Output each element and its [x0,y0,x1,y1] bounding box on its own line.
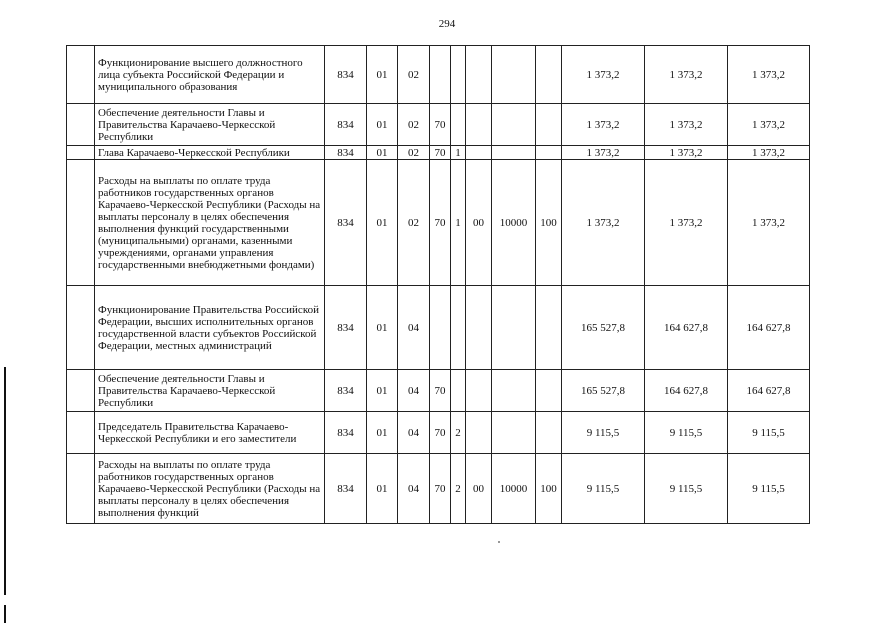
year2-cell: 9 115,5 [645,412,728,454]
year2-cell: 164 627,8 [645,286,728,370]
table-row [67,454,810,524]
scan-speck [498,541,500,543]
cs3-cell [466,370,492,412]
year1-cell: 165 527,8 [562,370,645,412]
empty-cell [67,104,95,146]
year1-cell: 1 373,2 [562,160,645,286]
cs4-cell: 10000 [492,160,536,286]
table-row [67,160,810,286]
cs1-cell: 70 [430,454,451,524]
empty-cell [67,412,95,454]
year1-cell: 165 527,8 [562,286,645,370]
grbs-cell: 834 [325,146,367,160]
cs2-cell: 2 [451,454,466,524]
empty-cell [67,46,95,104]
cs3-cell: 00 [466,160,492,286]
year3-cell: 164 627,8 [728,370,810,412]
grbs-cell: 834 [325,46,367,104]
table-row [67,146,810,160]
cs1-cell: 70 [430,146,451,160]
rz-cell: 01 [367,412,398,454]
pr-cell: 02 [398,46,430,104]
year2-cell: 1 373,2 [645,46,728,104]
cs3-cell: 00 [466,454,492,524]
grbs-cell: 834 [325,104,367,146]
table-row [67,46,810,104]
rz-cell: 01 [367,146,398,160]
scan-edge-line [4,367,6,595]
vr-cell: 100 [536,454,562,524]
page-number: 294 [438,18,456,30]
year3-cell: 9 115,5 [728,412,810,454]
pr-cell: 04 [398,412,430,454]
rz-cell: 01 [367,46,398,104]
table-row [67,104,810,146]
cs2-cell [451,370,466,412]
rz-cell: 01 [367,370,398,412]
rz-cell: 01 [367,160,398,286]
row-name: Глава Карачаево-Черкесской Республики [95,146,325,160]
row-name: Обеспечение деятельности Главы и Правительства Карачаево-Черкесской Республики [95,104,325,146]
empty-cell [67,146,95,160]
year2-cell: 1 373,2 [645,146,728,160]
year1-cell: 9 115,5 [562,412,645,454]
cs3-cell [466,146,492,160]
year2-cell: 1 373,2 [645,104,728,146]
cs2-cell: 2 [451,412,466,454]
pr-cell: 02 [398,160,430,286]
grbs-cell: 834 [325,160,367,286]
cs2-cell: 1 [451,146,466,160]
year1-cell: 1 373,2 [562,104,645,146]
row-name: Расходы на выплаты по оплате труда работников государственных органов Карачаево-Черкесской Республики (Расходы на выплаты персоналу в целях обеспечения выполнения функций [95,454,325,524]
cs3-cell [466,412,492,454]
table-row [67,412,810,454]
cs4-cell [492,412,536,454]
cs1-cell: 70 [430,104,451,146]
vr-cell [536,412,562,454]
grbs-cell: 834 [325,412,367,454]
year3-cell: 1 373,2 [728,104,810,146]
vr-cell [536,46,562,104]
cs4-cell [492,46,536,104]
pr-cell: 04 [398,370,430,412]
grbs-cell: 834 [325,454,367,524]
grbs-cell: 834 [325,286,367,370]
cs2-cell [451,286,466,370]
vr-cell [536,146,562,160]
rz-cell: 01 [367,454,398,524]
empty-cell [67,370,95,412]
year2-cell: 164 627,8 [645,370,728,412]
year1-cell: 9 115,5 [562,454,645,524]
cs4-cell: 10000 [492,454,536,524]
year1-cell: 1 373,2 [562,146,645,160]
cs4-cell [492,146,536,160]
cs2-cell: 1 [451,160,466,286]
row-name: Функционирование высшего должностного лица субъекта Российской Федерации и муниципального образования [95,46,325,104]
row-name: Функционирование Правительства Российской Федерации, высших исполнительных органов государственной власти субъектов Российской Федерации, местных администраций [95,286,325,370]
pr-cell: 02 [398,146,430,160]
cs1-cell: 70 [430,412,451,454]
cs4-cell [492,370,536,412]
cs4-cell [492,104,536,146]
year2-cell: 1 373,2 [645,160,728,286]
cs2-cell [451,46,466,104]
year3-cell: 1 373,2 [728,46,810,104]
cs1-cell: 70 [430,370,451,412]
rz-cell: 01 [367,104,398,146]
cs4-cell [492,286,536,370]
pr-cell: 04 [398,454,430,524]
empty-cell [67,286,95,370]
cs3-cell [466,286,492,370]
row-name: Председатель Правительства Карачаево-Черкесской Республики и его заместители [95,412,325,454]
year3-cell: 164 627,8 [728,286,810,370]
row-name: Расходы на выплаты по оплате труда работников государственных органов Карачаево-Черкесской Республики (Расходы на выплаты персоналу в целях обеспечения выполнения функций государственными (муниципальными) органами, казенными учреждениями, органами управления государственными внебюджетными фондами) [95,160,325,286]
row-name: Обеспечение деятельности Главы и Правительства Карачаево-Черкесской Республики [95,370,325,412]
empty-cell [67,454,95,524]
grbs-cell: 834 [325,370,367,412]
vr-cell [536,286,562,370]
vr-cell: 100 [536,160,562,286]
vr-cell [536,104,562,146]
year1-cell: 1 373,2 [562,46,645,104]
rz-cell: 01 [367,286,398,370]
table-row [67,370,810,412]
year3-cell: 1 373,2 [728,146,810,160]
pr-cell: 02 [398,104,430,146]
scan-edge-mark [4,605,6,623]
cs2-cell [451,104,466,146]
empty-cell [67,160,95,286]
year2-cell: 9 115,5 [645,454,728,524]
pr-cell: 04 [398,286,430,370]
year3-cell: 9 115,5 [728,454,810,524]
cs1-cell [430,286,451,370]
budget-table [66,45,810,524]
table-row [67,286,810,370]
year3-cell: 1 373,2 [728,160,810,286]
cs3-cell [466,104,492,146]
cs3-cell [466,46,492,104]
cs1-cell [430,46,451,104]
vr-cell [536,370,562,412]
cs1-cell: 70 [430,160,451,286]
